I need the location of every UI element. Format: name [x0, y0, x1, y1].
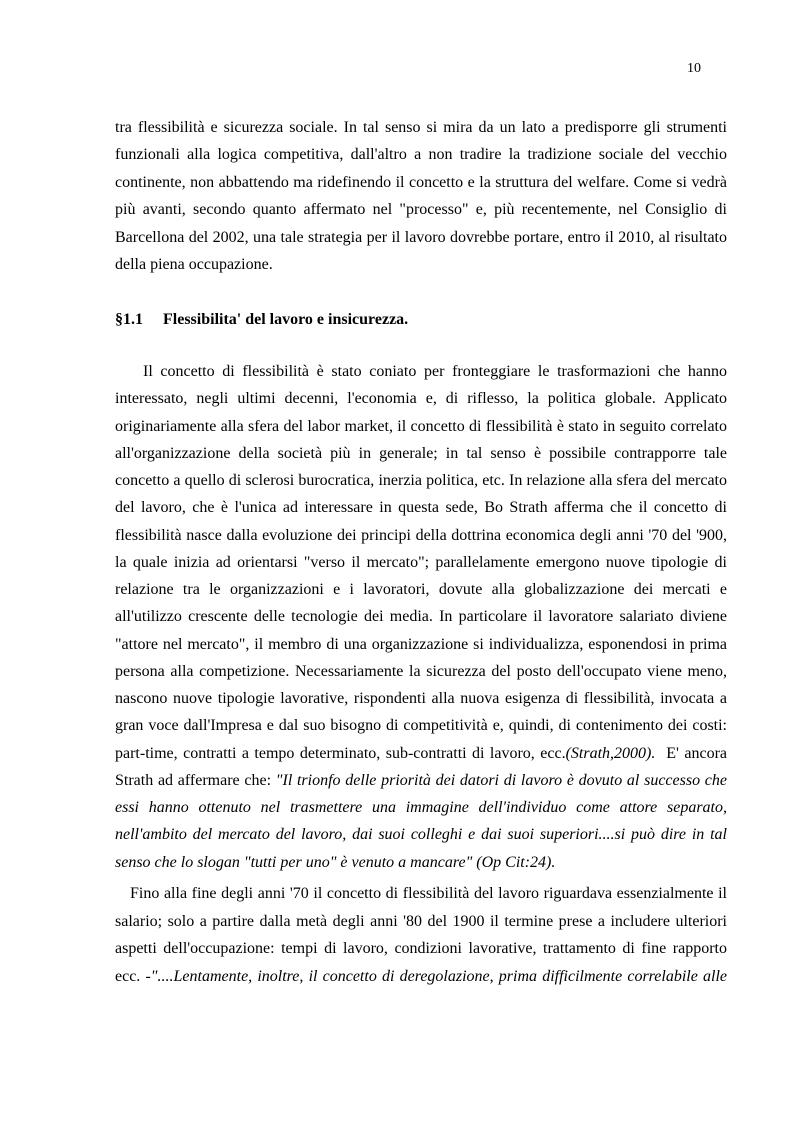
text-line: all'organizzazione della società più in generale; in tal senso è possibile contrapporre tale [115, 444, 727, 462]
section-number: §1.1 [115, 311, 143, 328]
text-line: persona alla competizione. Necessariamente la sicurezza del posto dell'occupato viene meno, [115, 662, 727, 680]
text-line: flessibilità nasce dalla evoluzione dei principi della dottrina economica degli anni '70 del '900, [115, 526, 727, 544]
text-segment: Strath ad affermare che: [115, 771, 272, 789]
text-line [115, 963, 727, 991]
text-line: relazione tra le organizzazioni e i lavoratori, dovute alla globalizzazione dei mercati e [115, 581, 727, 598]
text-segment: ecc. - [115, 967, 151, 985]
text-line: Il concetto di flessibilità è stato coniato per fronteggiare le trasformazioni che hanno [143, 363, 727, 380]
text-line: "attore nel mercato", il membro di una organizzazione si individualizza, esponendosi in prima [115, 635, 727, 653]
text-line: continente, non abbattendo ma ridefinendo il concetto e la struttura del welfare. Come si vedrà [115, 173, 727, 191]
text-line [115, 821, 727, 848]
text-line: nascono nuove tipologie lavorative, rispondenti alla nuova esigenza di flessibilità, invocata a [115, 690, 727, 707]
text-line: del lavoro, che è l'unica ad interessare in questa sede, Bo Strath afferma che il concetto di [115, 499, 727, 517]
quotation: "Il trionfo delle priorità dei datori di lavoro è dovuto al successo che [275, 771, 728, 789]
quotation: essi hanno ottenuto nel trasmettere una immagine dell'individuo come attore separato, [115, 799, 727, 816]
quotation: "....Lentamente, inoltre, il concetto di deregolazione, prima difficilmente correlabile alle [150, 967, 727, 985]
text-line: all'utilizzo crescente delle tecnologie dei media. In particolare il lavoratore salariato diviene [115, 608, 727, 626]
text-line [115, 740, 727, 767]
text-line: concetto a quello di sclerosi burocratica, inerzia politica, etc. In relazione alla sfera del mercato [115, 472, 727, 489]
citation: (Strath,2000). [565, 744, 656, 762]
text-line: della piena occupazione. [115, 255, 273, 273]
text-segment: E' ancora [666, 744, 728, 762]
paragraph-flexibility [115, 358, 727, 876]
text-line: salario; solo a partire dalla metà degli anni '80 del 1900 il termine prese a includere ulteriori [115, 912, 727, 930]
quotation: senso che lo slogan "tutti per uno" è venuto a mancare" (Op Cit:24). [115, 853, 556, 871]
paragraph-history [115, 880, 727, 990]
text-line [115, 767, 727, 794]
text-line [115, 794, 727, 821]
text-line: interessato, negli ultimi decenni, l'economia e, di riflesso, la politica globale. Applicato [115, 390, 727, 408]
text-line: Barcellona del 2002, una tale strategia per il lavoro dovrebbe portare, entro il 2010, al risultato [115, 228, 727, 246]
text-line: Fino alla fine degli anni '70 il concetto di flessibilità del lavoro riguardava essenzialmente il [130, 885, 727, 902]
section-title: Flessibilita' del lavoro e insicurezza. [163, 311, 409, 328]
text-line [115, 849, 727, 876]
text-line: la quale inizia ad orientarsi "verso il mercato"; parallelamente emergono nuove tipologie di [115, 553, 727, 571]
section-heading [115, 308, 408, 332]
text-line: tra flessibilità e sicurezza sociale. In tal senso si mira da un lato a predisporre gli strumenti [115, 119, 727, 136]
text-line: gran voce dall'Impresa e dal suo bisogno di competitività e, quindi, di contenimento dei costi: [115, 717, 727, 735]
quotation: nell'ambito del mercato del lavoro, dai suoi colleghi e dai suoi superiori....si può dire in tal [115, 826, 727, 844]
text-line: aspetti dell'occupazione: tempi di lavoro, condizioni lavorative, trattamento di fine rapporto [115, 940, 727, 957]
text-segment: part-time, contratti a tempo determinato, sub-contratti di lavoro, ecc. [115, 744, 566, 762]
page-number: 10 [687, 61, 701, 76]
paragraph-intro [115, 114, 727, 278]
text-line: funzionali alla logica competitiva, dall'altro a non tradire la tradizione sociale del vecchio [115, 146, 727, 164]
text-line: originariamente alla sfera del labor market, il concetto di flessibilità è stato in seguito correlato [115, 417, 727, 435]
text-line: più avanti, secondo quanto affermato nel "processo" e, più recentemente, nel Consiglio di [115, 201, 727, 219]
